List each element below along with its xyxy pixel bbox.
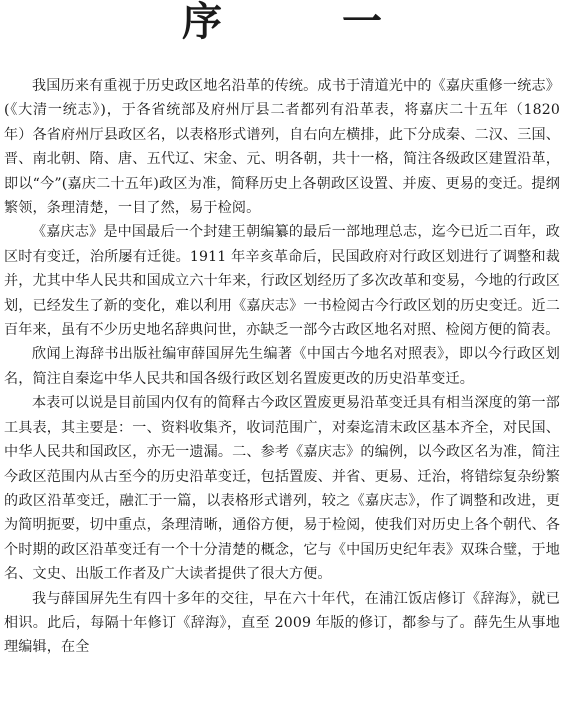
paragraph: 《嘉庆志》是中国最后一个封建王朝编纂的最后一部地理总志，迄今已近二百年，政区时有变迁，治所屡有迁徙。1911 年辛亥革命后，民国政府对行政区划进行了调整和裁并，尤其中华人民共和国成立六十年来，行政区划经历了多次改革和变易，今地的行政区划，已经发生了新的变化，难以利用《嘉庆志》一书检阅古今行政区划的历史变迁。近二百年来，虽有不少历史地名辞典问世，亦缺乏一部今古政区地名对照、检阅方便的简表。 [4,224,560,339]
paragraph: 我与薛国屏先生有四十多年的交往，早在六十年代，在浦江饭店修订《辞海》，就已相识。此后，每隔十年修订《辞海》，直至 2009 年版的修订，都参与了。薛先生从事地理编辑，在全 [4,590,560,656]
paragraph: 本表可以说是目前国内仅有的简释古今政区置废更易沿革变迁具有相当深度的第一部工具表，其主要是：一、资料收集齐，收词范围广，对秦迄清末政区基本齐全，对民国、中华人民共和国政区，亦无一遗漏。二、参考《嘉庆志》的编例，以今政区名为准，简注今政区范围内从古至今的历史沿革变迁，包括置废、并省、更易、迁治，将错综复杂纷繁的政区沿革变迁，融汇于一篇，以表格形式谱列，较之《嘉庆志》，作了调整和改进，更为简明扼要，切中重点，条理清晰，通俗方便，易于检阅，使我们对历史上各个朝代、各个时期的政区沿革变迁有一个十分清楚的概念，它与《中国历史纪年表》双珠合璧，于地名、文史、出版工作者及广大读者提供了很大方便。 [4,395,560,583]
document-body [4,74,560,660]
paragraph: 我国历来有重视于历史政区地名沿革的传统。成书于清道光中的《嘉庆重修一统志》(《大清一统志》)，于各省统部及府州厅县二者都列有沿革表，将嘉庆二十五年（1820 年）各省府州厅县政区名，以表格形式谱列，自右向左横排，此下分成秦、二汉、三国、晋、南北朝、隋、唐、五代辽、宋金、元、明各朝，共十一格，简注各级政区建置沿革，即以“今”(嘉庆二十五年)政区为准，简释历史上各朝政区设置、并废、更易的变迁。提纲繁领，条理清楚，一目了然，易于检阅。 [4,78,560,217]
page-title: 序 一 [182,0,422,45]
paragraph: 欣闻上海辞书出版社编审薛国屏先生编著《中国古今地名对照表》，即以今行政区划名，简注自秦迄中华人民共和国各级行政区划名置废更改的历史沿革变迁。 [4,346,560,387]
